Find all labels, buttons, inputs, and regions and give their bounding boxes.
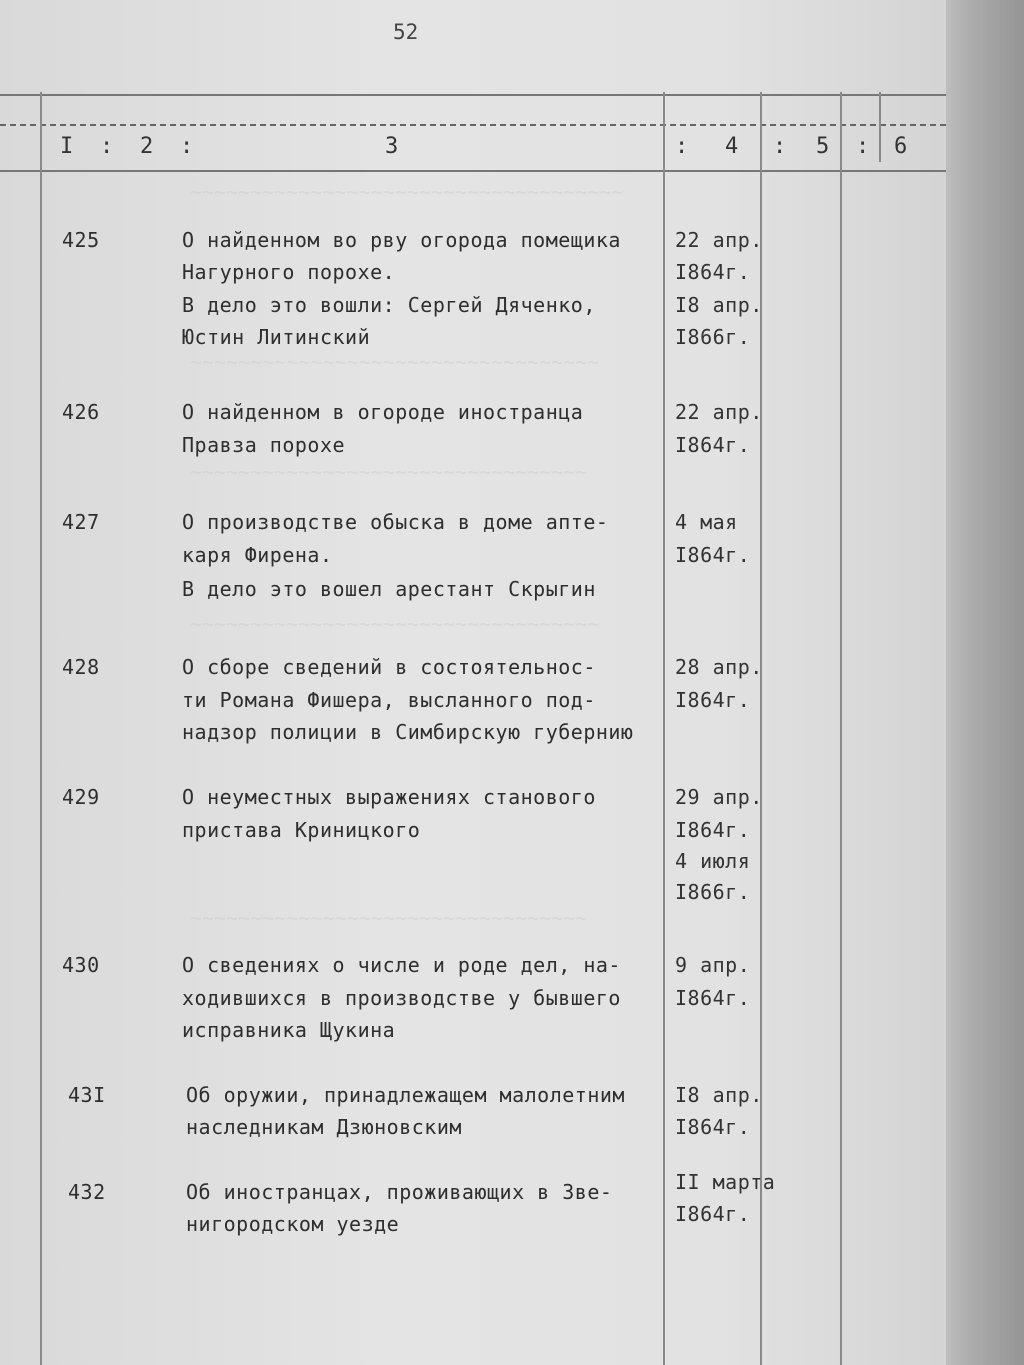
bleed-through-text: ~~~~~~~~~~~~~~~~~~~~~~~~~~~~~~~~~: [190, 460, 588, 484]
entry-date: II марта: [675, 1170, 776, 1194]
entry-title-line: Юстин Литинский: [182, 325, 371, 349]
entry-title-line: Нагурного порохе.: [182, 260, 396, 284]
entry-date: I864г.: [675, 433, 751, 457]
entry-date: I864г.: [675, 986, 751, 1010]
column-separator: :: [856, 134, 870, 159]
column-separator: :: [180, 134, 194, 159]
entry-date: I864г.: [675, 818, 751, 842]
entry-title-line: нигородском уезде: [186, 1212, 400, 1236]
entry-date: I864г.: [675, 688, 751, 712]
entry-title-line: О найденном в огороде иностранца: [182, 400, 584, 424]
page-edge: [946, 0, 1024, 1365]
entry-title-line: ходившихся в производстве у бывшего: [182, 986, 621, 1010]
entry-title-line: В дело это вошли: Сергей Дяченко,: [182, 293, 596, 317]
bleed-through-text: ~~~~~~~~~~~~~~~~~~~~~~~~~~~~~~~~~~~~: [190, 180, 624, 204]
entry-date: 28 апр.: [675, 655, 763, 679]
column-header-2: 2: [140, 134, 154, 159]
bleed-through-text: ~~~~~~~~~~~~~~~~~~~~~~~~~~~~~~~~~: [190, 906, 588, 930]
bleed-through-text: ~~~~~~~~~~~~~~~~~~~~~~~~~~~~~~~~~~: [190, 612, 600, 636]
entry-date: I864г.: [675, 543, 751, 567]
entry-title-line: О найденном во рву огорода помещика: [182, 228, 621, 252]
column-header-6: 6: [894, 134, 908, 159]
entry-date: I864г.: [675, 1202, 751, 1226]
entry-date: I866г.: [675, 325, 751, 349]
header-bottom-rule: [0, 170, 946, 172]
column-rule-2: [663, 92, 665, 1365]
column-header-3: 3: [385, 134, 399, 159]
column-rule-1: [40, 92, 42, 1365]
page-number: 52: [393, 20, 419, 44]
entry-title-line: наследникам Дзюновским: [186, 1115, 462, 1139]
entry-number: 430: [62, 953, 100, 977]
entry-date: I8 апр.: [675, 1083, 763, 1107]
entry-date: I864г.: [675, 260, 751, 284]
entry-number: 432: [68, 1180, 106, 1204]
column-separator: :: [675, 134, 689, 159]
entry-title-line: В дело это вошел арестант Скрыгин: [182, 577, 596, 601]
column-rule-5: [879, 92, 881, 162]
column-header-5: 5: [816, 134, 830, 159]
entry-title-line: пристава Криницкого: [182, 818, 421, 842]
entry-title-line: Об оружии, принадлежащем малолетним: [186, 1083, 625, 1107]
entry-title-line: О неуместных выражениях станового: [182, 785, 596, 809]
entry-number: 427: [62, 510, 100, 534]
entry-date: 22 апр.: [675, 400, 763, 424]
column-header-1: I: [60, 134, 74, 159]
entry-title-line: исправника Щукина: [182, 1018, 396, 1042]
entry-title-line: О сведениях о числе и роде дел, на-: [182, 953, 621, 977]
entry-date: 4 июля: [675, 849, 751, 873]
column-header-4: 4: [725, 134, 739, 159]
entry-title-line: О сборе сведений в состоятельнос-: [182, 655, 596, 679]
entry-date: 9 апр.: [675, 953, 751, 977]
entry-date: I866г.: [675, 880, 751, 904]
entry-title-line: Правза порохе: [182, 433, 346, 457]
entry-title-line: каря Фирена.: [182, 543, 333, 567]
bleed-through-text: ~~~~~~~~~~~~~~~~~~~~~~~~~~~~~~~~~~: [190, 350, 600, 374]
entry-date: I864г.: [675, 1115, 751, 1139]
entry-number: 425: [62, 228, 100, 252]
column-separator: :: [100, 134, 114, 159]
entry-date: 22 апр.: [675, 228, 763, 252]
entry-title-line: ти Романа Фишера, высланного под-: [182, 688, 596, 712]
entry-date: 29 апр.: [675, 785, 763, 809]
entry-number: 429: [62, 785, 100, 809]
entry-number: 426: [62, 400, 100, 424]
entry-title-line: Об иностранцах, проживающих в Зве-: [186, 1180, 613, 1204]
header-dashed-rule: [0, 124, 946, 126]
table-top-rule: [0, 94, 946, 96]
entry-title-line: О производстве обыска в доме апте-: [182, 510, 609, 534]
entry-number: 43I: [68, 1083, 106, 1107]
entry-title-line: надзор полиции в Симбирскую губернию: [182, 720, 634, 744]
entry-number: 428: [62, 655, 100, 679]
entry-date: 4 мая: [675, 510, 738, 534]
column-rule-4: [840, 92, 842, 1365]
entry-date: I8 апр.: [675, 293, 763, 317]
column-separator: :: [773, 134, 787, 159]
